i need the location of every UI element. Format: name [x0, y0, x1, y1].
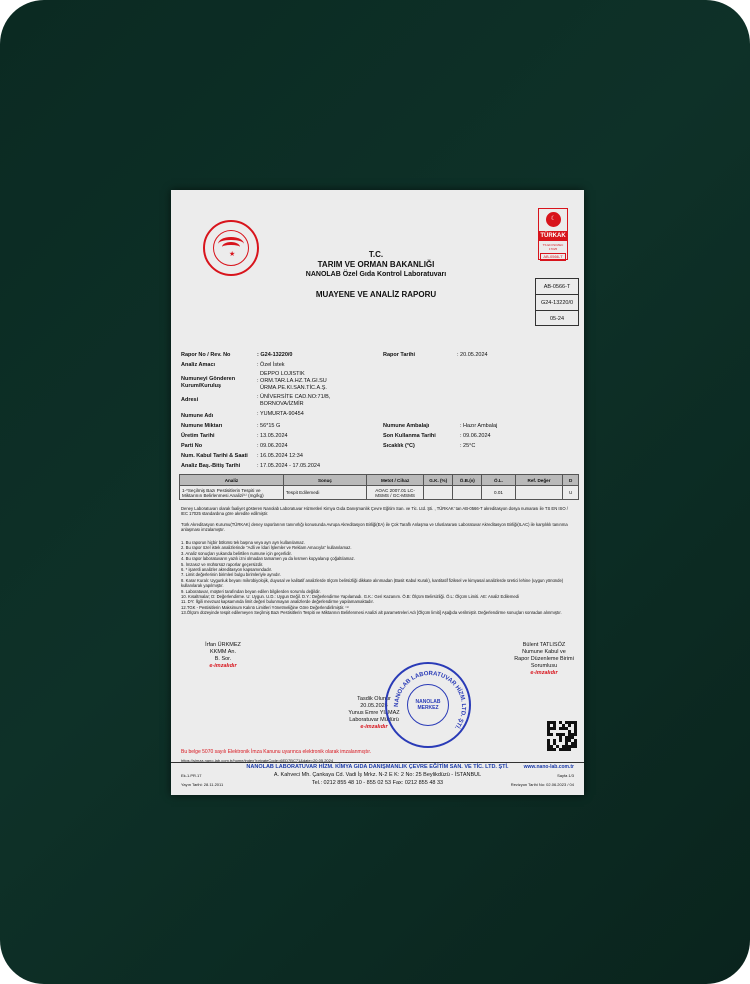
note-item: 8. Karar Kuralı: Uygunluk beyanı mikrobiyolojik, duyusal ve kalitatif analizlerde ölçüm belirsizliği dikkate alınmadan (Basit Kabul Kuralı), kantitatif fiziksel ve kimyasal analizlerde üretici lehine (uygun yönünde) kullanılarak yapılmıştır. [181, 577, 564, 589]
note-item: 2. Bu rapor özel istek analizlerinde "Adli ve İdari İşlemler ve Reklam Amacıyla" kullanılamaz. [181, 545, 352, 551]
note-item: 1. Bu raporun hiçbir bölümü tek başına veya ayrı ayrı kullanılamaz. [181, 540, 305, 545]
report-id-box: AB-0566-T G24-13220/0 05-24 [535, 278, 579, 326]
value-purpose: : Özel İstek [257, 362, 285, 368]
footer-phone: Tel.: 0212 855 48 10 - 855 02 53 Fax: 0212 855 48 33 [311, 780, 444, 786]
left-esign: e-imzalıdır [209, 663, 237, 669]
label-temperature: Sıcaklık (°C) [383, 443, 415, 449]
qr-code [547, 721, 577, 751]
value-accept-date: : 16.05.2024 12:34 [257, 453, 303, 459]
notes-list [181, 540, 576, 616]
value-sender-2: : ORM.TAR.LA.HZ.TA.GI.SU [257, 378, 327, 384]
label-report-no: Rapor No / Rev. No [181, 352, 231, 358]
value-address-1: : ÜNİVERSİTE CAD.NO:71/B, [257, 394, 331, 400]
note-item: 12.TGK - Pestisitlerin Maksimum Kalıntı Limitleri Yönetmeliğine Göre Değerlendirilmiştir. ⁽¹⁾ [181, 604, 349, 610]
value-address-2: BORNOVA/İZMİR [260, 401, 304, 407]
header-tc: T.C. [368, 250, 384, 259]
label-address: Adresi [181, 397, 199, 403]
value-amount: : 56*15 G [257, 423, 281, 429]
footer-form-no: Ek-1.PR.17 [181, 773, 202, 778]
footer-page: Sayfa 1/3 [557, 773, 574, 778]
report-title: MUAYENE VE ANALİZ RAPORU [315, 290, 437, 299]
note-item: 10. Kısaltmalar; D: Değerlendirme. U: Uygun. U.D.: Uygun Değil. D.Y.: Değerlendirme Yapılamadı. G.K.: Geri Kazanım. Ö.B: Ölçüm Belirsizliği. Ö.L: Ölçüm Limiti. AE: Analiz Edilemedi [181, 594, 519, 600]
value-sender-3: ÜRMA.PE.KI.SAN.TİC.A.Ş. [260, 385, 327, 391]
value-expiry-date: : 09.06.2024 [460, 433, 491, 439]
center-esign: e-imzalıdır [360, 724, 388, 730]
results-table [179, 474, 579, 500]
label-package: Numune Ambalajı [383, 423, 430, 429]
label-accept-date: Num. Kabul Tarihi & Saati [181, 453, 248, 459]
note-item: 4. Bu rapor laboratuvarın yazılı izni olmadan tamamen ya da kısmen kopyalanıp çoğaltılamaz. [181, 556, 355, 562]
footer-publish-date: Yayın Tarihi: 28.11.2011 [181, 782, 224, 787]
note-item: 5. İmzasız ve mühürsüz raporlar geçersizdir. [181, 561, 264, 567]
value-production-date: : 13.05.2024 [257, 433, 288, 439]
label-analysis-range: Analiz Baş.-Bitiş Tarihi [181, 463, 241, 469]
right-esign: e-imzalıdır [530, 670, 558, 676]
left-signature: İrfan ÜRKMEZ KKMM An. B. Sor. e-imzalıdır [193, 642, 253, 670]
note-item: 7. Limit değerlerinin birimleri bulgu birimleriyle aynıdır. [181, 572, 281, 578]
right-signature: Bülent TATLISÖZ Numune Kabul ve Rapor Düzenleme Birimi Sorumlusu e-imzalıdır [509, 642, 579, 677]
footer [171, 764, 584, 795]
value-analysis-range: : 17.05.2024 - 17.05.2024 [257, 463, 320, 469]
table-header-row: Analiz Sonuç Metot / Cihaz G.K. (%) Ö.B.(±) Ö.L. Ref. Değer D [180, 475, 579, 486]
note-item: 9. Laboratuvar, müşteri tarafından beyan edilen bilgilerden sorumlu değildir. [181, 588, 321, 594]
accreditation-note: Deney Laboratuvarı olarak faaliyet gösteren Nanolab Laboratuvar Hizmetleri Kimya Gıda Danışmanlık Çevre Eğitim San. ve Tic. Ltd. Şti. , TÜRKAK' tan AB-0566-T akreditasyon dosya numarası ile TS EN ISO / IEC 17025 standardına göre akredite edilmiştir. [181, 506, 568, 517]
label-report-date: Rapor Tarihi [383, 352, 415, 358]
value-package: : Hazır Ambalaj [460, 423, 498, 429]
center-signature: Tasdik Olunur 20.05.2024 Yunus Emre YILMAZ Laboratuvar Müdürü e-imzalıdır [339, 696, 409, 731]
turkak-note: Türk Akreditasyon Kurumu(TÜRKAK) deney raporlarının tanınırlığı konusunda Avrupa Akreditasyon Birliği(EA) ile Çok Taraflı Anlaşma ve Uluslararası Laboratuvar Akreditasyon Birliği(ILAC) ile karşılıklı tanınma anlaşması imzalamıştır. [181, 522, 568, 533]
ministry-seal-logo: ★ [203, 220, 259, 276]
esign-note: Bu belge 5070 sayılı Elektronik İmza Kanunu uyarınca elektronik olarak imzalanmıştır. [181, 749, 372, 755]
header-ministry: TARIM VE ORMAN BAKANLIĞI [317, 260, 435, 269]
value-lot: : 09.06.2024 [257, 443, 288, 449]
value-report-date: : 20.05.2024 [457, 352, 488, 358]
label-lot: Parti No [181, 443, 203, 449]
label-sender: Numuneyi Gönderen Kurum/Kuruluş [181, 376, 236, 389]
footer-company: NANOLAB LABORATUVAR HİZM. KİMYA GIDA DANIŞMANLIK ÇEVRE EĞİTİM SAN. VE TİC. LTD. ŞTİ. [246, 764, 509, 770]
footer-address: A. Kahveci Mh. Çankaya Cd. Vadi İş Mrkz. N-2 E K: 2 No: 25 Beylikdüzü - İSTANBUL [273, 772, 482, 778]
value-sample-name: : YUMURTA-90454 [257, 411, 304, 417]
value-sender-1: DEPPO LOJISTIK [260, 371, 305, 377]
verification-url[interactable]: https://simza.nano-lab.com.tr/home/index?privateCode=6ED7BC71&date=20.05.2024 [181, 758, 334, 763]
note-item: 3. Analiz sonuçları yukarıda belirtilen numune için geçerlidir. [181, 550, 292, 556]
label-sample-name: Numune Adı [181, 413, 214, 419]
label-amount: Numune Miktarı [181, 423, 223, 429]
label-expiry-date: Son Kullanma Tarihi [383, 433, 436, 439]
header-lab: NANOLAB Özel Gıda Kontrol Laboratuvarı [305, 271, 447, 278]
note-item: 13.Ölçüm düzeyinde tespit edilemeyen Seçilmiş Bazı Pestisitlerin Tespiti ve Miktarının Belirlenmesi Analizi alt parametreleri Adı [Ölçüm limiti] Aşağıda verilmiştir. Değerlendirme sonuçları sonradan alınmıştır. [181, 610, 562, 616]
value-temperature: : 25°C [460, 443, 476, 449]
label-production-date: Üretim Tarihi [181, 433, 215, 439]
label-purpose: Analiz Amacı [181, 362, 216, 368]
table-row: 1-*Seçilmiş Bazı Pestisitlerin Tespiti ve Miktarının Belirlenmesi Analizi⁽¹⁾ (mg/kg) Tespit Edilemedi AOAC 2007.01 LC-MSMS / GC-MSMS 0.01 U [180, 486, 579, 500]
lab-stamp: NANOLAB LABORATUVAR HİZM. LTD. ŞTİ. NANOLAB MERKEZ [385, 662, 471, 748]
turkak-logo: ☾ TÜRKAK TS EN ISO/IEC 17025 AB-0566-T [538, 208, 568, 260]
footer-revision: Revizyon Tarihi No: 02.06.2023 / 04 [510, 782, 574, 787]
note-item: 6. * işaretli analizler akreditasyon kapsamındadır. [181, 567, 273, 573]
turkak-emblem-icon: ☾ [546, 212, 561, 227]
footer-website[interactable]: www.nano-lab.com.tr [523, 764, 574, 770]
svg-text:NANOLAB LABORATUVAR HİZM. LTD.: NANOLAB LABORATUVAR HİZM. LTD. ŞTİ. [393, 670, 467, 730]
value-report-no: : G24-13220/0 [257, 352, 293, 358]
report-document [171, 190, 584, 795]
note-item: 11. DY: İlgili mevzuat kapsamında limit değeri bulunmayan analizlerde değerlendirme yapılamamaktadır. [181, 599, 374, 605]
